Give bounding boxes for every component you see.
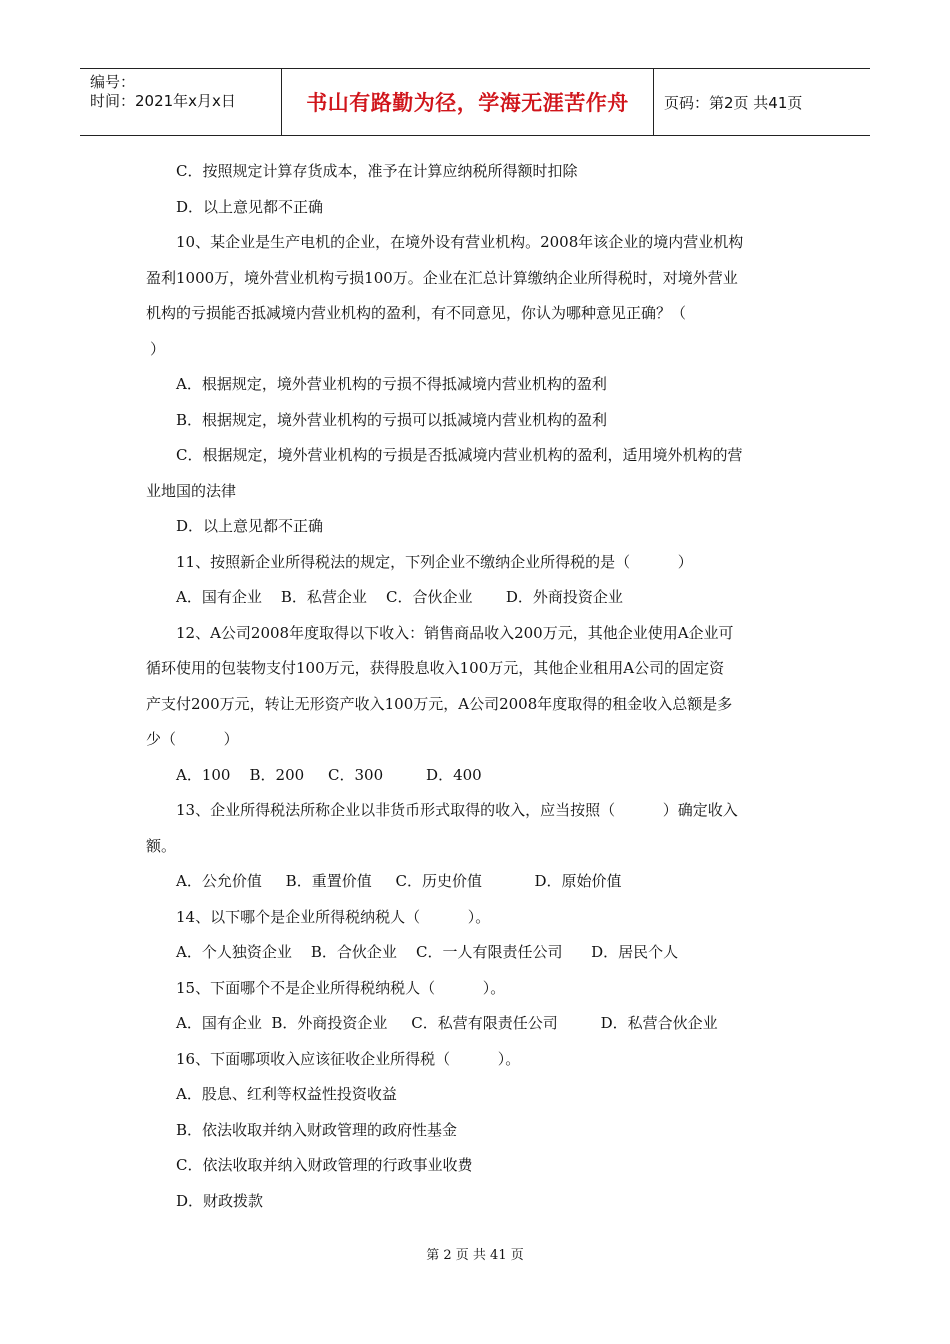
question-line: 12、A公司2008年度取得以下收入：销售商品收入200万元，其他企业使用A企业可 (176, 623, 734, 642)
page-header (80, 68, 870, 136)
question-line: 14、以下哪个是企业所得税纳税人（ ）。 (176, 907, 491, 926)
question-line: 盈利1000万，境外营业机构亏损100万。企业在汇总计算缴纳企业所得税时，对境外营业 (146, 268, 738, 287)
document-body (146, 154, 810, 1219)
header-motto-cell (282, 69, 654, 135)
option-line: C．依法收取并纳入财政管理的行政事业收费 (176, 1156, 473, 1174)
page-info: 页码：第2页 共41页 (664, 93, 803, 112)
option-line: A．国有企业 B．私营企业 C．合伙企业 D．外商投资企业 (176, 588, 623, 606)
option-line: A．根据规定，境外营业机构的亏损不得抵减境内营业机构的盈利 (176, 375, 607, 393)
option-line: A．个人独资企业 B．合伙企业 C．一人有限责任公司 D．居民个人 (176, 943, 679, 961)
option-line: D．财政拨款 (176, 1191, 264, 1210)
option-line: A．股息、红利等权益性投资收益 (176, 1085, 397, 1103)
question-line: 产支付200万元，转让无形资产收入100万元，A公司2008年度取得的租金收入总额是多 (146, 694, 733, 713)
question-line: 15、下面哪个不是企业所得税纳税人（ ）。 (176, 978, 506, 997)
option-line: A．100 B．200 C．300 D．400 (176, 765, 482, 784)
question-line: 额。 (146, 836, 177, 855)
question-line: 少（ ） (146, 730, 239, 748)
question-line: 13、企业所得税法所称企业以非货币形式取得的收入，应当按照（ ）确定收入 (176, 801, 738, 819)
option-line: A．国有企业 B．外商投资企业 C．私营有限责任公司 D．私营合伙企业 (176, 1014, 718, 1032)
option-line: B．依法收取并纳入财政管理的政府性基金 (176, 1120, 458, 1139)
date-label: 时间：2021年x月x日 (90, 92, 236, 110)
question-line: ） (150, 339, 166, 358)
option-line: C．根据规定，境外营业机构的亏损是否抵减境内营业机构的盈利，适用境外机构的营 (176, 446, 743, 464)
question-line: 10、某企业是生产电机的企业，在境外设有营业机构。2008年该企业的境内营业机构 (176, 233, 744, 251)
question-line: 机构的亏损能否抵减境内营业机构的盈利，有不同意见，你认为哪种意见正确？（ (146, 304, 687, 322)
page-footer: 第 2 页 共 41 页 (426, 1248, 524, 1263)
question-line: 11、按照新企业所得税法的规定，下列企业不缴纳企业所得税的是（ ） (176, 552, 693, 571)
question-line: 循环使用的包装物支付100万元，获得股息收入100万元，其他企业租用A公司的固定资 (146, 659, 725, 677)
option-line: B．根据规定，境外营业机构的亏损可以抵减境内营业机构的盈利 (176, 410, 608, 429)
option-line: D．以上意见都不正确 (176, 517, 324, 535)
option-line: 业地国的法律 (146, 481, 237, 500)
option-line: A．公允价值 B．重置价值 C．历史价值 D．原始价值 (176, 872, 622, 890)
header-meta (80, 69, 282, 135)
motto: 书山有路勤为径，学海无涯苦作舟 (306, 91, 629, 115)
serial-label: 编号： (90, 73, 136, 91)
option-line: D．以上意见都不正确 (176, 197, 324, 216)
option-line: C．按照规定计算存货成本，准予在计算应纳税所得额时扣除 (176, 162, 578, 180)
header-page-info-cell (654, 69, 870, 135)
question-line: 16、下面哪项收入应该征收企业所得税（ ）。 (176, 1049, 521, 1068)
